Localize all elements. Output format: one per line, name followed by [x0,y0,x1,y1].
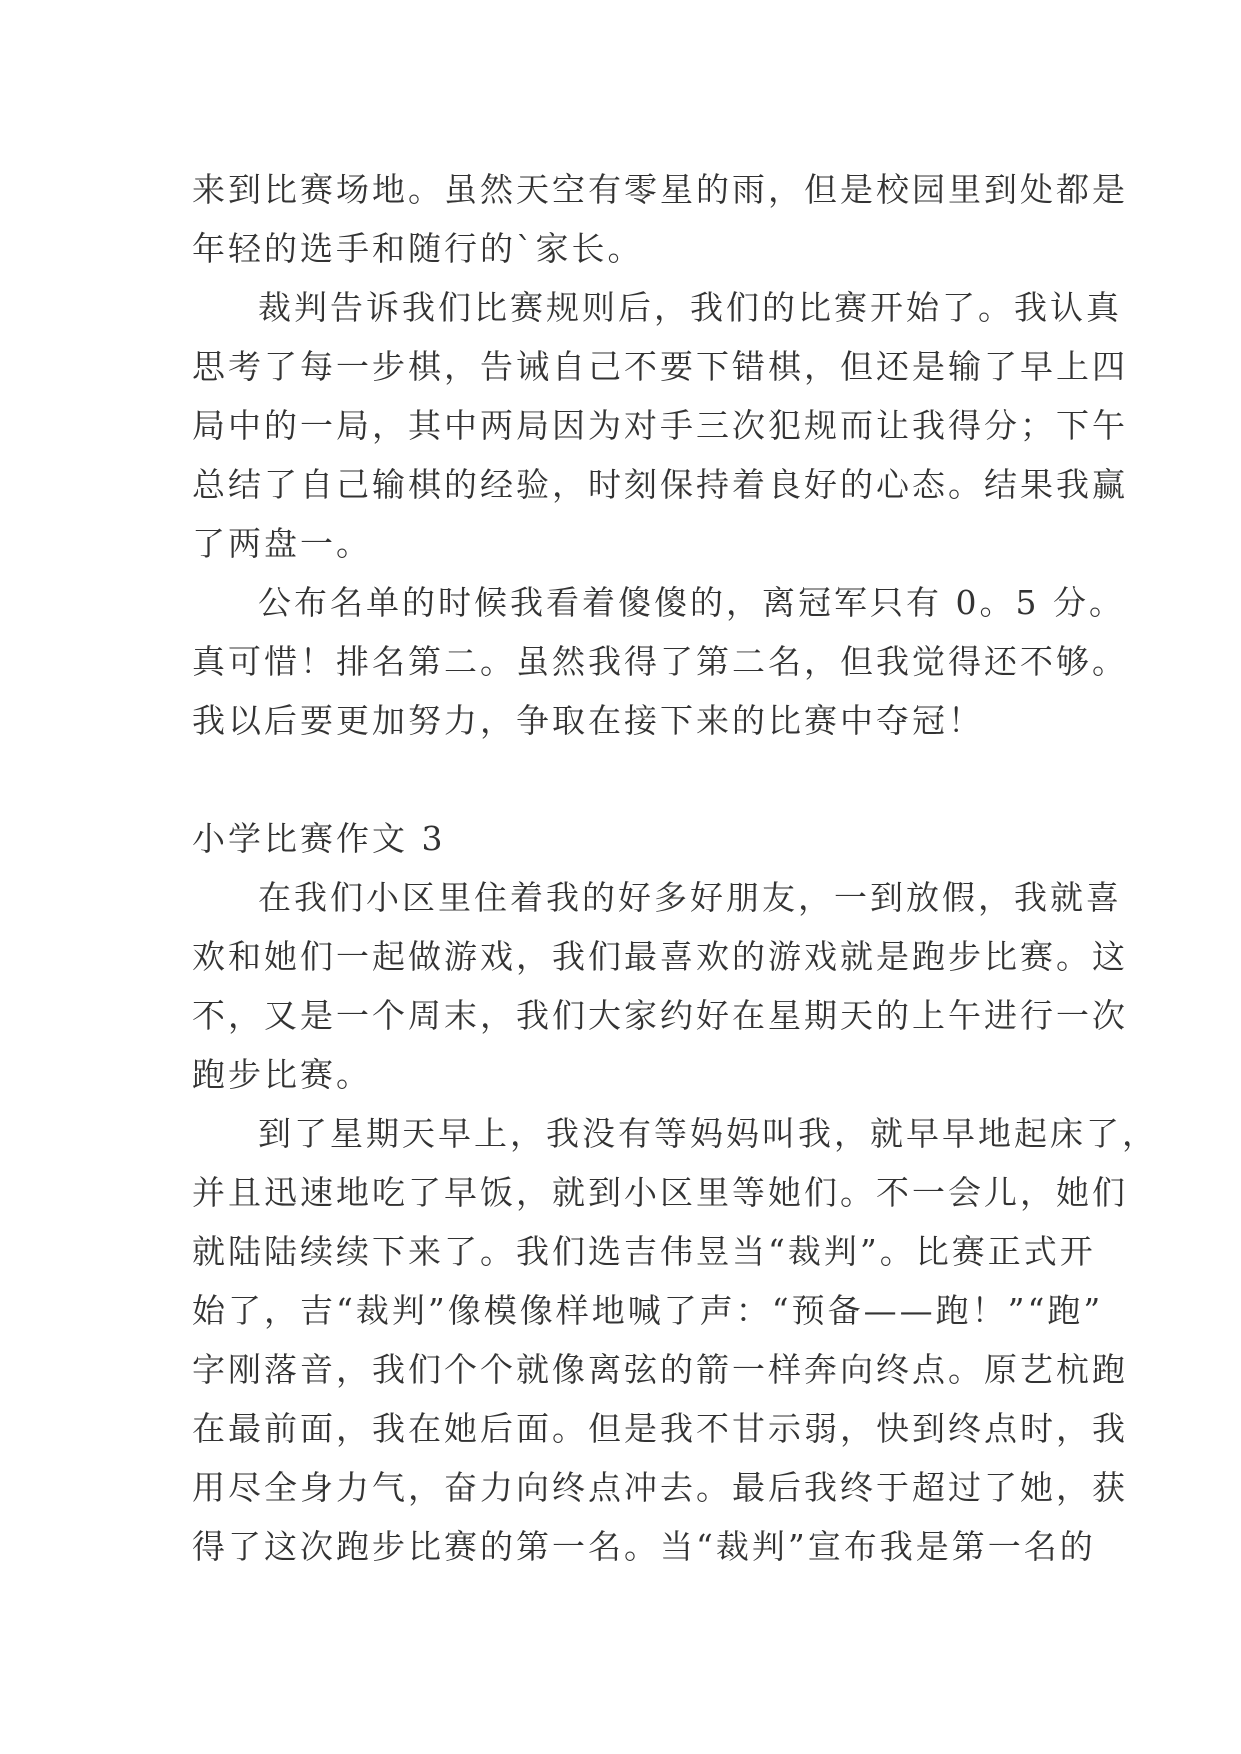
text-line: 就陆陆续续下来了。我们选吉伟昱当“裁判”。比赛正式开 [192,1232,1096,1271]
document-page [192,160,1158,1576]
paragraph-results [192,573,1128,750]
paragraph-referee-rules [192,278,1128,573]
text-line: 我以后要更加努力，争取在接下来的比赛中夺冠！ [192,701,984,740]
text-line: 用尽全身力气，奋力向终点冲去。最后我终于超过了她，获 [192,1468,1128,1507]
text-line: 公布名单的时候我看着傻傻的，离冠军只有 0。5 分。 [258,583,1125,622]
text-line: 裁判告诉我们比赛规则后，我们的比赛开始了。我认真 [258,288,1122,327]
text-line: 局中的一局，其中两局因为对手三次犯规而让我得分；下午 [192,406,1128,445]
text-line: 总结了自己输棋的经验，时刻保持着良好的心态。结果我赢 [192,465,1128,504]
text-line: 来到比赛场地。虽然天空有零星的雨，但是校园里到处都是 [192,170,1128,209]
text-line: 欢和她们一起做游戏，我们最喜欢的游戏就是跑步比赛。这 [192,937,1128,976]
paragraph-race [192,1104,1158,1576]
text-line: 在我们小区里住着我的好多好朋友，一到放假，我就喜 [258,878,1122,917]
paragraph-friends [192,868,1128,1104]
text-line: 不，又是一个周末，我们大家约好在星期天的上午进行一次 [192,996,1128,1035]
section-title: 小学比赛作文 3 [192,819,446,858]
text-line: 在最前面，我在她后面。但是我不甘示弱，快到终点时，我 [192,1409,1128,1448]
text-line: 始了，吉“裁判”像模像样地喊了声：“预备——跑！”“跑” [192,1291,1104,1330]
paragraph-continuation [192,160,1128,278]
text-line: 真可惜！排名第二。虽然我得了第二名，但我觉得还不够。 [192,642,1128,681]
text-line: 跑步比赛。 [192,1055,372,1094]
text-line: 得了这次跑步比赛的第一名。当“裁判”宣布我是第一名的 [192,1527,1096,1566]
text-line: 字刚落音，我们个个就像离弦的箭一样奔向终点。原艺杭跑 [192,1350,1128,1389]
text-line: 并且迅速地吃了早饭，就到小区里等她们。不一会儿，她们 [192,1173,1128,1212]
text-line: 了两盘一。 [192,524,372,563]
text-line: 年轻的选手和随行的`家长。 [192,229,644,268]
text-line: 思考了每一步棋，告诫自己不要下错棋，但还是输了早上四 [192,347,1128,386]
text-line: 到了星期天早上，我没有等妈妈叫我，就早早地起床了， [258,1114,1158,1153]
